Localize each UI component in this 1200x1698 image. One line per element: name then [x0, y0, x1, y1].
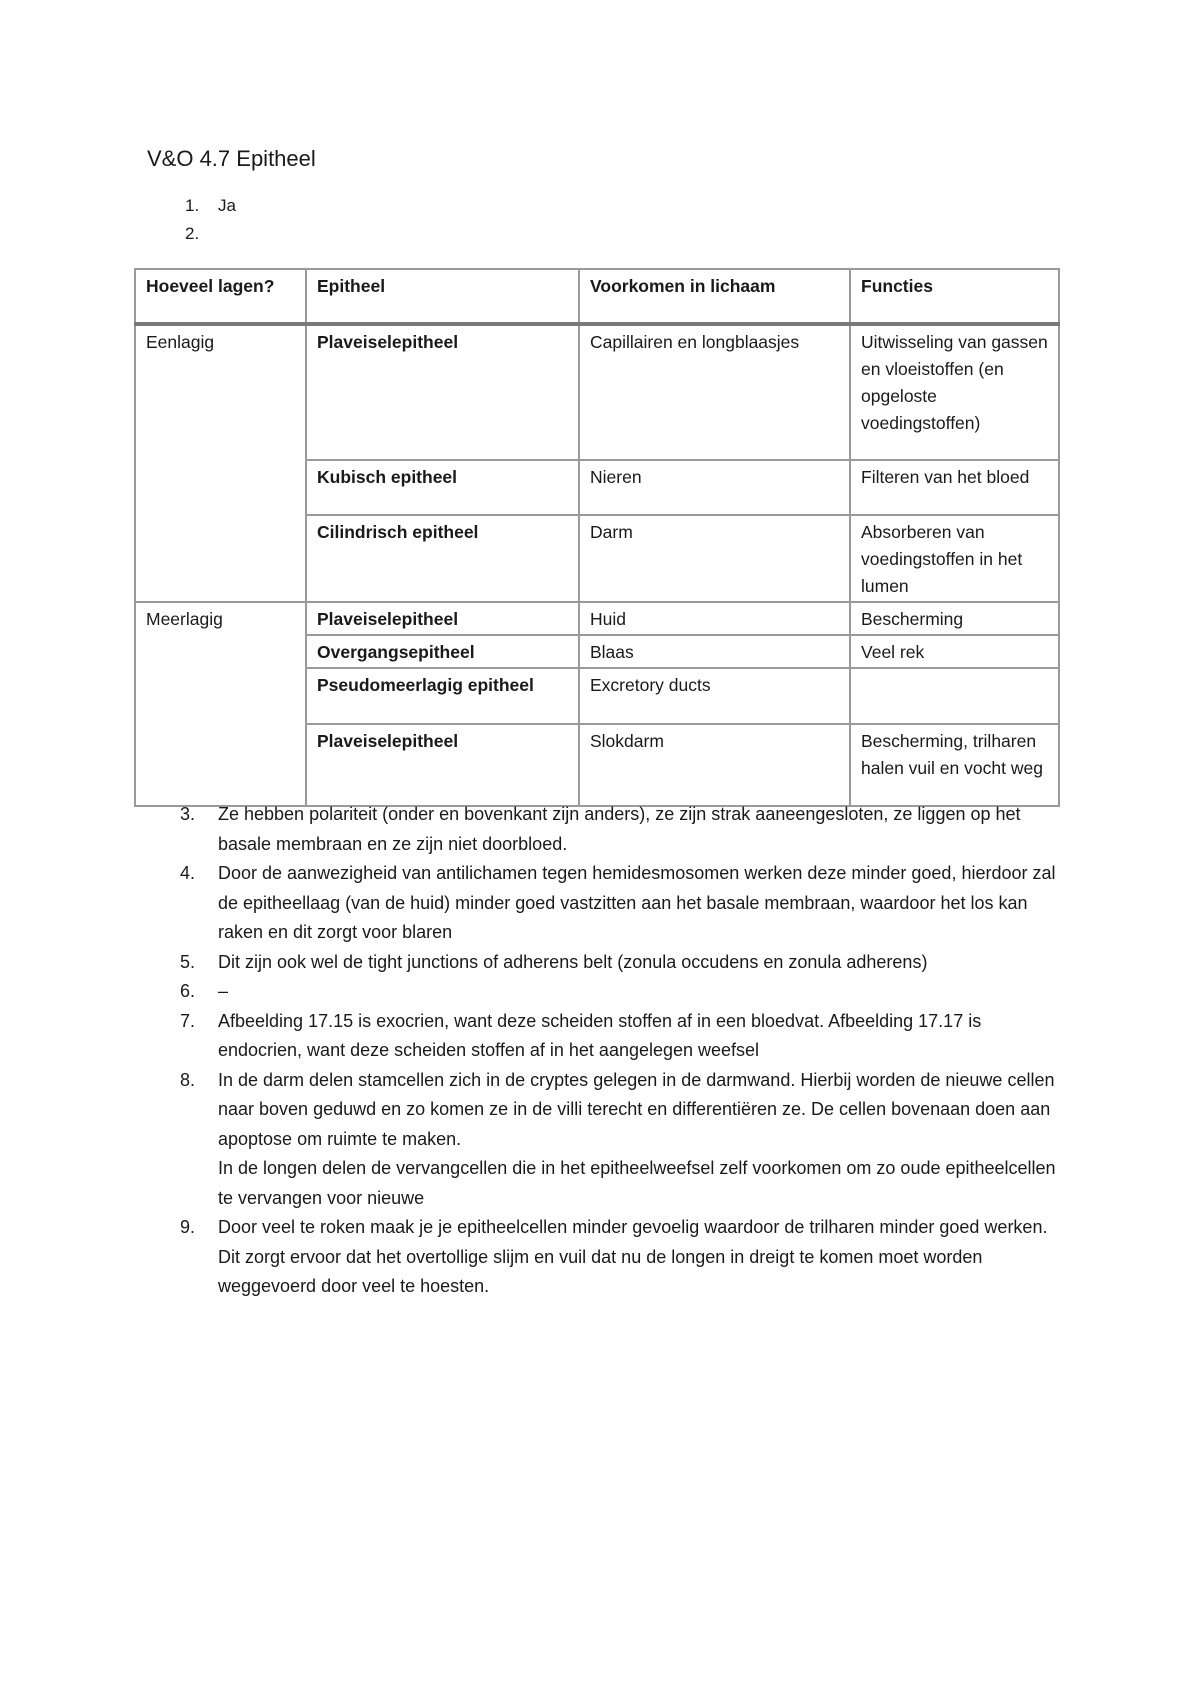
list-text: Afbeelding 17.15 is exocrien, want deze scheiden stoffen af in een bloedvat. Afbeelding 17.17 is endocrien, want deze scheiden stoffen af in het aangelegen weefsel	[218, 1010, 982, 1060]
functies-cell: Filteren van het bloed	[850, 460, 1059, 515]
epitheel-table	[134, 268, 1060, 807]
list-number: 1.	[185, 196, 200, 215]
epitheel-cell: Overgangsepitheel	[306, 635, 579, 668]
header-epitheel: Epitheel	[306, 269, 579, 324]
functies-cell: Bescherming, trilharen halen vuil en vocht weg	[850, 724, 1059, 806]
top-list	[185, 192, 236, 248]
table-row	[135, 324, 1059, 460]
list-text: In de longen delen de vervangcellen die in het epitheelweefsel zelf voorkomen om zo oude epitheelcellen te vervangen voor nieuwe	[218, 1158, 1056, 1208]
list-number: 6.	[180, 981, 196, 1001]
epitheel-cell: Plaveiselepitheel	[306, 324, 579, 460]
document-title: V&O 4.7 Epitheel	[147, 146, 316, 171]
list-item	[185, 220, 236, 248]
functies-cell: Bescherming	[850, 602, 1059, 635]
epitheel-cell: Pseudomeerlagig epitheel	[306, 668, 579, 724]
list-item	[180, 948, 1060, 978]
answers-list	[180, 800, 1060, 1302]
list-item	[180, 1007, 1060, 1066]
table-header-row	[135, 269, 1059, 324]
functies-cell: Veel rek	[850, 635, 1059, 668]
epitheel-cell: Plaveiselepitheel	[306, 602, 579, 635]
epitheel-cell: Cilindrisch epitheel	[306, 515, 579, 602]
voorkomen-cell: Huid	[579, 602, 850, 635]
header-layers: Hoeveel lagen?	[135, 269, 306, 324]
functies-cell: Absorberen van voedingstoffen in het lumen	[850, 515, 1059, 602]
list-text: –	[218, 981, 229, 1001]
epitheel-cell: Kubisch epitheel	[306, 460, 579, 515]
list-text: Ja	[218, 196, 236, 215]
list-number: 8.	[180, 1069, 196, 1090]
list-number: 2.	[185, 224, 200, 243]
list-number: 5.	[180, 951, 196, 972]
list-text: Door de aanwezigheid van antilichamen tegen hemidesmosomen werken deze minder goed, hierdoor zal de epitheellaag (van de huid) minder goed vastzitten aan het basale membraan, waardoor het los kan raken en dit zorgt voor blaren	[218, 863, 1056, 942]
layers-cell: Eenlagig	[135, 324, 306, 602]
voorkomen-cell: Slokdarm	[579, 724, 850, 806]
voorkomen-cell: Capillairen en longblaasjes	[579, 324, 850, 460]
list-number: 4.	[180, 863, 196, 883]
list-number: 3.	[180, 804, 196, 824]
voorkomen-cell: Excretory ducts	[579, 668, 850, 724]
list-item	[180, 1213, 1060, 1302]
header-functies: Functies	[850, 269, 1059, 324]
list-item	[180, 800, 1060, 859]
list-item	[180, 977, 1060, 1007]
epitheel-cell: Plaveiselepitheel	[306, 724, 579, 806]
list-item	[180, 1066, 1060, 1214]
voorkomen-cell: Darm	[579, 515, 850, 602]
voorkomen-cell: Blaas	[579, 635, 850, 668]
functies-cell	[850, 668, 1059, 724]
list-number: 9.	[180, 1217, 196, 1237]
list-text: In de darm delen stamcellen zich in de cryptes gelegen in de darmwand. Hierbij worden de nieuwe cellen naar boven geduwd en zo komen ze in de villi terecht en differentiëren ze. De cellen bovenaan doen aan apoptose om ruimte te maken.	[218, 1069, 1055, 1149]
functies-cell: Uitwisseling van gassen en vloeistoffen (en opgeloste voedingstoffen)	[850, 324, 1059, 460]
list-number: 7.	[180, 1010, 196, 1031]
layers-cell: Meerlagig	[135, 602, 306, 806]
voorkomen-cell: Nieren	[579, 460, 850, 515]
header-voorkomen: Voorkomen in lichaam	[579, 269, 850, 324]
list-text: Dit zijn ook wel de tight junctions of adherens belt (zonula occudens en zonula adherens)	[218, 951, 928, 972]
list-item	[185, 192, 236, 220]
table-row	[135, 602, 1059, 635]
list-item	[180, 859, 1060, 948]
list-text: Ze hebben polariteit (onder en bovenkant zijn anders), ze zijn strak aaneengesloten, ze liggen op het basale membraan en ze zijn niet doorbloed.	[218, 804, 1021, 854]
list-text: Door veel te roken maak je je epitheelcellen minder gevoelig waardoor de trilharen minder goed werken. Dit zorgt ervoor dat het overtollige slijm en vuil dat nu de longen in dreigt te komen moet worden weggevoerd door veel te hoesten.	[218, 1217, 1048, 1296]
